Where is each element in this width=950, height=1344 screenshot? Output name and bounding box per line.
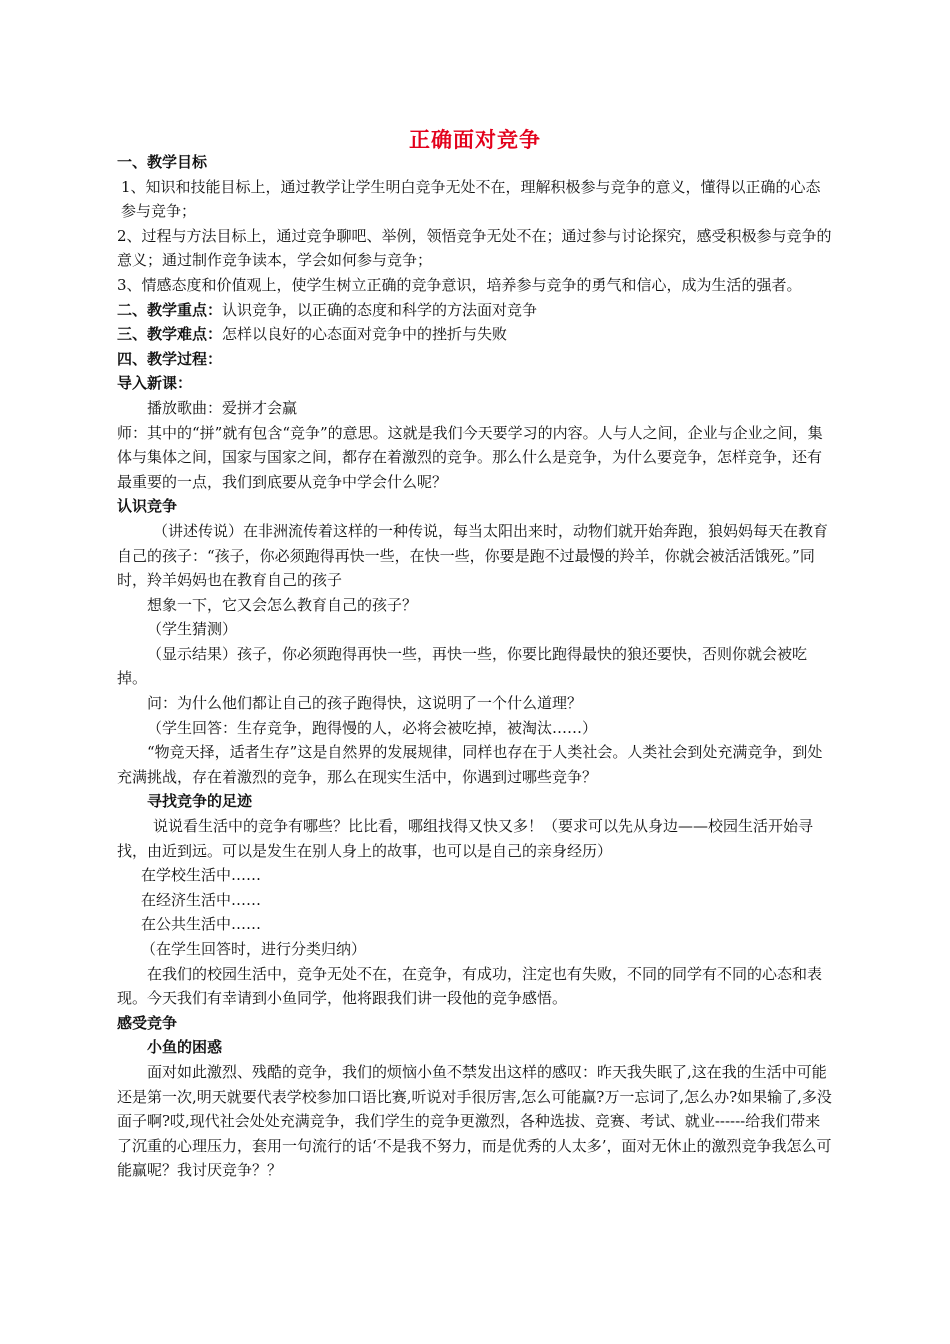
intro-paragraph-1: 播放歌曲：爱拼才会赢 [147,398,298,417]
trace-paragraph-5: （在学生回答时，进行分类归纳） [141,940,367,958]
objective-1: 1、知识和技能目标上，通过教学让学生明白竞争无处不在，理解积极参与竞争的意义，懂得以正确的心态参与竞争； [121,177,821,221]
know-heading: 认识竞争 [117,497,178,516]
trace-paragraph-3: 在经济生活中…… [141,890,262,909]
know-paragraph-7: “物竞天择，适者生存”这是自然界的发展规律，同样也存在于人类社会。人类社会到处充满竞争，到处充满挑战，存在着激烈的竞争，那么在现实生活中，你遇到过哪些竞争？ [117,743,823,786]
key-point-text: 认识竞争，以正确的态度和科学的方法面对竞争 [222,300,538,319]
objective-3: 3、情感态度和价值观上，使学生树立正确的竞争意识，培养参与竞争的勇气和信心，成为生活的强者。 [117,275,802,294]
trace-paragraph-4: 在公共生活中…… [141,915,262,934]
process-heading: 四、教学过程： [117,349,223,368]
know-paragraph-5: 问：为什么他们都让自己的孩子跑得快，这说明了一个什么道理？ [147,694,583,713]
document-body [117,150,833,1183]
difficult-point [117,322,833,347]
difficult-point-text: 怎样以良好的心态面对竞争中的挫折与失败 [222,325,508,344]
intro-heading: 导入新课： [117,374,193,393]
key-point [117,298,833,323]
know-paragraph-4: （显示结果）孩子，你必须跑得再快一些，再快一些，你要比跑得最快的狼还要快，否则你就会被吃掉。 [117,644,808,688]
trace-paragraph-6: 在我们的校园生活中，竞争无处不在，在竞争，有成功，注定也有失败，不同的同学有不同的心态和表现。今天我们有幸请到小鱼同学，他将跟我们讲一段他的竞争感悟。 [117,964,823,1008]
know-paragraph-6: （学生回答：生存竞争，跑得慢的人，必将会被吃掉，被淘汰……） [147,718,598,737]
intro-paragraph-2: 师：其中的“拼”就有包含“竞争”的意思。这就是我们今天要学习的内容。人与人之间，企业与企业之间，集体与集体之间，国家与国家之间，都存在着激烈的竞争。那么什么是竞争，为什么要竞争，怎样竞争，还有最重要的一点，我们到底要从竞争中学会什么呢？ [117,423,823,491]
fish-paragraph-1: 面对如此激烈、残酷的竞争，我们的烦恼小鱼不禁发出这样的感叹：昨天我失眠了,这在我的生活中可能还是第一次,明天就要代表学校参加口语比赛,听说对手很厉害,怎么可能赢?万一忘词了,怎么办?如果输了,多没面子啊?哎,现代社会处处充满竞争，我们学生的竞争更激烈，各种选拔、竞赛、考试、就业------给我们带来了沉重的心理压力，套用一句流行的话‘不是我不努力，而是优秀的人太多’，面对无休止的激烈竞争我怎么可能赢呢？我讨厌竞争？？ [117,1062,832,1180]
know-paragraph-1: （讲述传说）在非洲流传着这样的一种传说，每当太阳出来时，动物们就开始奔跑，狼妈妈每天在教育自己的孩子：“孩子，你必须跑得再快一些，在快一些，你要是跑不过最慢的羚羊，你就会被活活饿死。”同时，羚羊妈妈也在教育自己的孩子 [117,521,829,590]
objectives-heading: 一、教学目标 [117,153,208,171]
know-paragraph-3: （学生猜测） [147,620,238,639]
difficult-point-label: 三、教学难点： [117,325,223,344]
know-paragraph-2: 想象一下，它又会怎么教育自己的孩子？ [147,595,418,614]
document-title: 正确面对竞争 [409,128,541,152]
feel-heading: 感受竞争 [117,1013,178,1032]
objective-2: 2、过程与方法目标上，通过竞争聊吧、举例，领悟竞争无处不在；通过参与讨论探究，感受积极参与竞争的意义；通过制作竞争读本，学会如何参与竞争； [117,226,832,270]
trace-heading: 寻找竞争的足迹 [147,792,253,811]
fish-heading: 小鱼的困惑 [147,1038,223,1057]
trace-paragraph-1: 说说看生活中的竞争有哪些？比比看，哪组找得又快又多！（要求可以先从身边——校园生活开始寻找，由近到远。可以是发生在别人身上的故事，也可以是自己的亲身经历） [117,817,814,860]
trace-paragraph-2: 在学校生活中…… [141,866,262,885]
key-point-label: 二、教学重点： [117,300,223,319]
